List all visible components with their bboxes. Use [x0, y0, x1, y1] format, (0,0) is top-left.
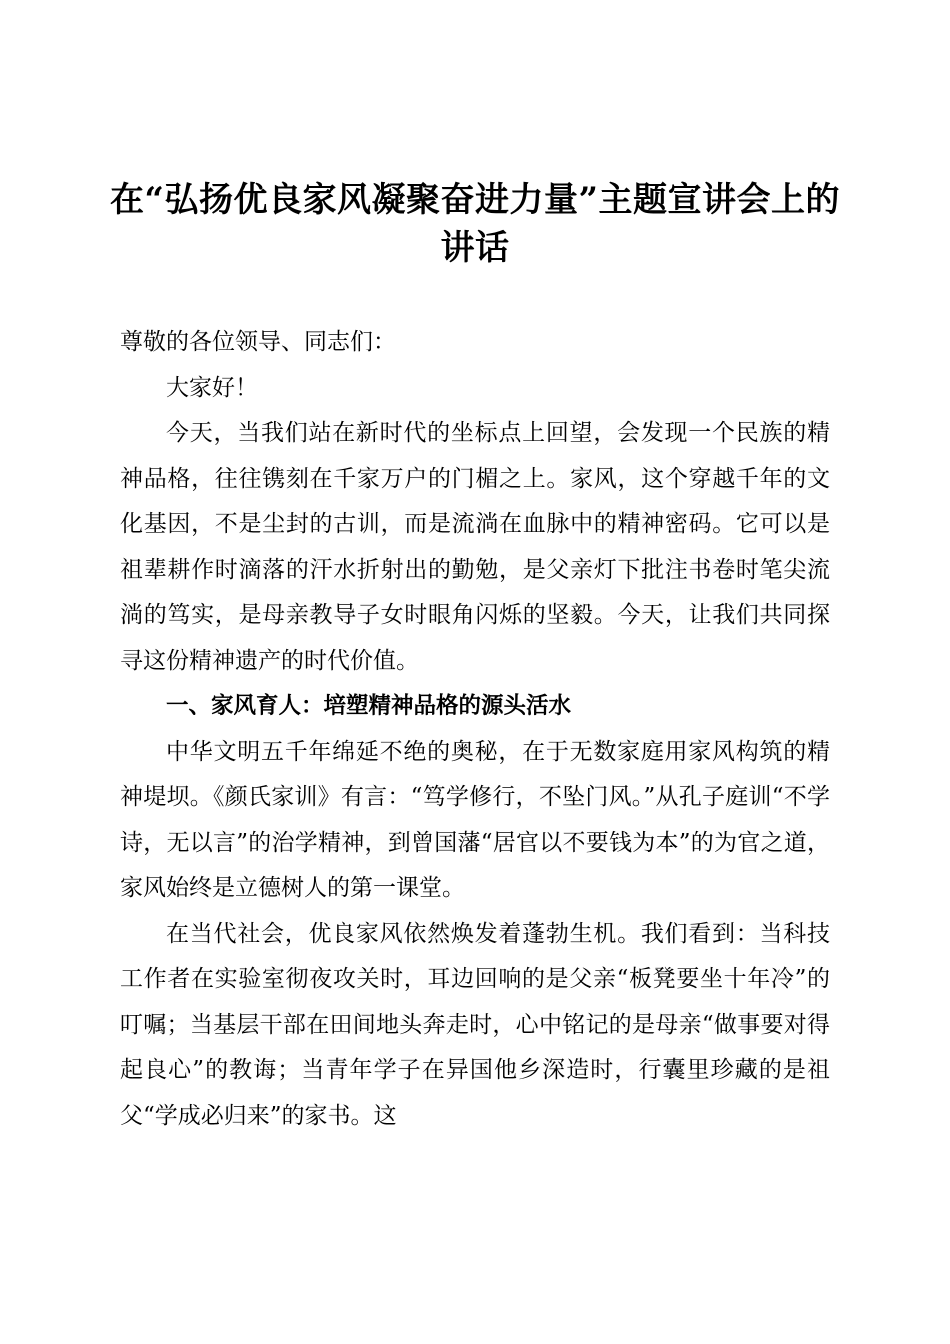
salutation: 尊敬的各位领导、同志们： — [120, 329, 396, 355]
document-body — [120, 320, 830, 1139]
document-title: 在“弘扬优良家风凝聚奋进力量”主题宣讲会上的讲话 — [109, 180, 841, 268]
body-paragraph: 中华文明五千年绵延不绝的奥秘，在于无数家庭用家风构筑的精神堤坝。《颜氏家训》有言：“笃学修行，不坠门风。”从孔子庭训“不学诗，无以言”的治学精神，到曾国藩“居官以不要钱为本”的为官之道，家风始终是立德树人的第一课堂。 — [120, 738, 830, 901]
intro-paragraph: 今天，当我们站在新时代的坐标点上回望，会发现一个民族的精神品格，往往镌刻在千家万户的门楣之上。家风，这个穿越千年的文化基因，不是尘封的古训，而是流淌在血脉中的精神密码。它可以是祖辈耕作时滴落的汗水折射出的勤勉，是父亲灯下批注书卷时笔尖流淌的笃实，是母亲教导子女时眼角闪烁的坚毅。今天，让我们共同探寻这份精神遗产的时代价值。 — [120, 420, 830, 674]
section-heading: 一、家风育人：培塑精神品格的源头活水 — [166, 693, 572, 719]
body-paragraph: 在当代社会，优良家风依然焕发着蓬勃生机。我们看到：当科技工作者在实验室彻夜攻关时，耳边回响的是父亲“板凳要坐十年冷”的叮嘱；当基层干部在田间地头奔走时，心中铭记的是母亲“做事要对得起良心”的教诲；当青年学子在异国他乡深造时，行囊里珍藏的是祖父“学成必归来”的家书。这 — [120, 920, 830, 1129]
greeting: 大家好！ — [166, 374, 258, 401]
